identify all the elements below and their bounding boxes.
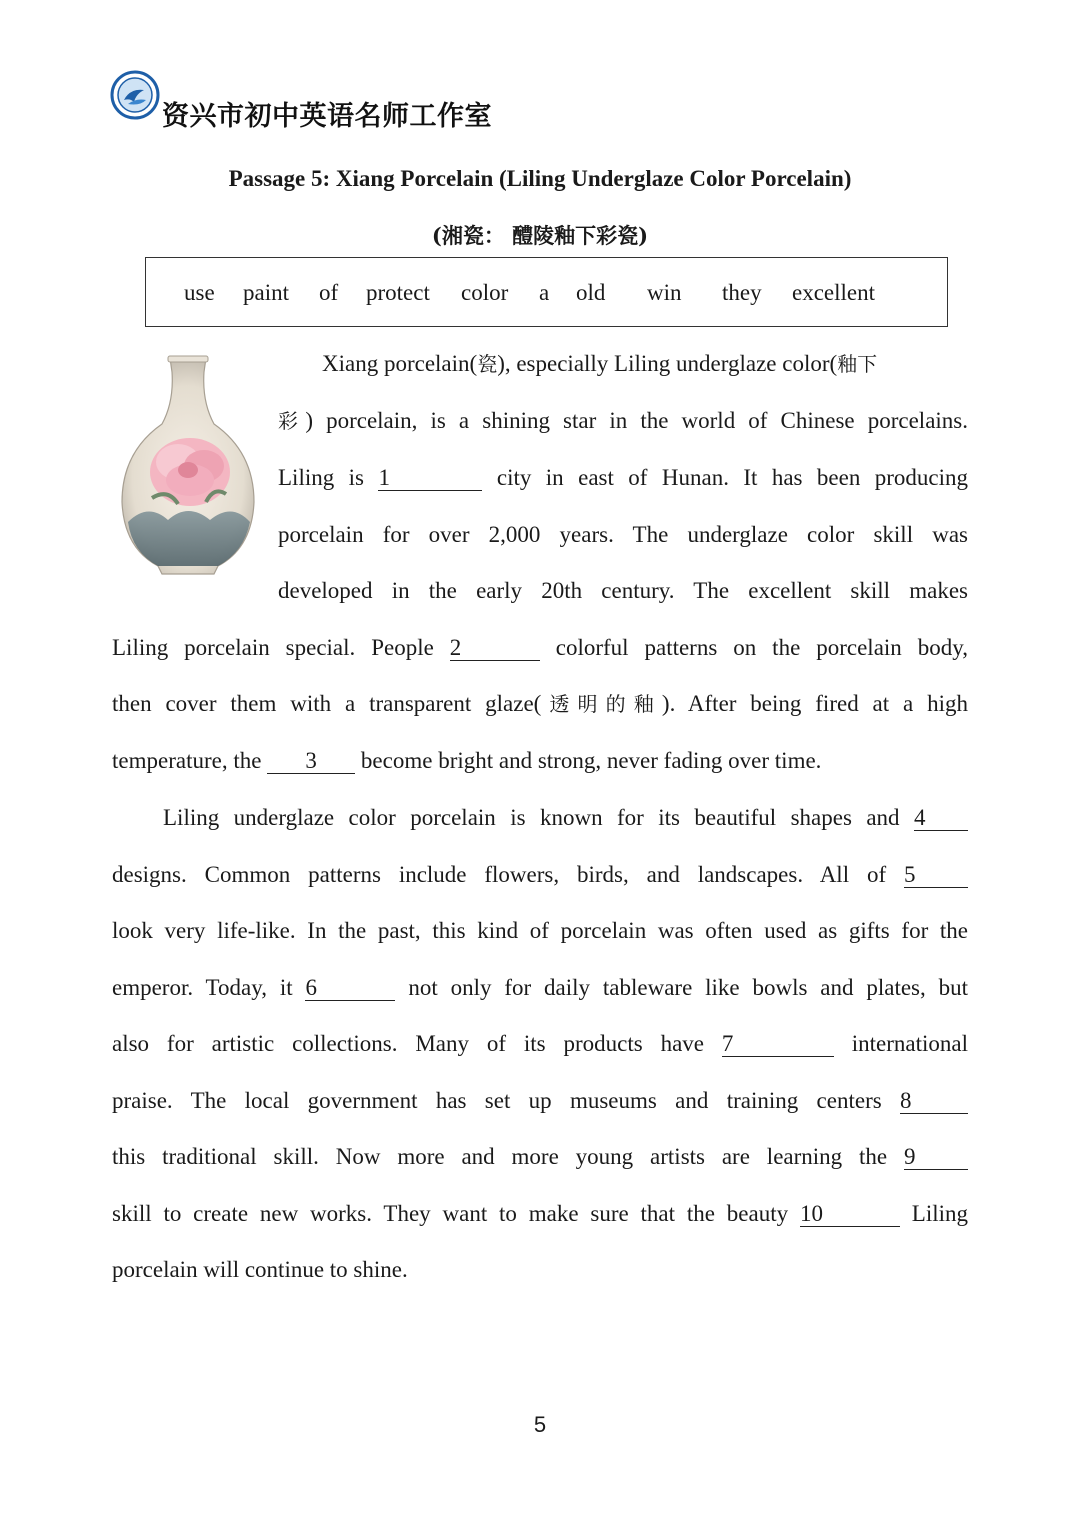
word-bank-item: win <box>647 280 682 305</box>
blank-6[interactable]: 6 <box>305 976 395 1001</box>
blank-4[interactable]: 4 <box>914 806 968 831</box>
passage-line: porcelain for over 2,000 years. The underglaze color skill was <box>278 522 968 547</box>
text-run: ), especially Liling underglaze color( <box>497 351 838 376</box>
page-number: 5 <box>533 1412 547 1437</box>
passage-line <box>112 690 968 718</box>
passage-line: look very life-like. In the past, this kind of porcelain was often used as gifts for the <box>112 918 968 943</box>
passage-line <box>322 350 877 378</box>
chinese-gloss: 彩 <box>278 409 306 433</box>
studio-logo-icon <box>110 70 160 120</box>
word-bank-item: paint <box>243 280 289 305</box>
passage-line <box>112 1200 968 1228</box>
blank-1[interactable]: 1 <box>378 466 482 491</box>
word-bank-item: color <box>461 280 509 305</box>
text-run: temperature, the <box>112 748 262 773</box>
word-bank-item: old <box>576 280 606 305</box>
text-run: also for artistic collections. Many of its products have <box>112 1031 704 1056</box>
blank-7[interactable]: 7 <box>722 1032 834 1057</box>
blank-5[interactable]: 5 <box>904 863 968 888</box>
passage-line: porcelain will continue to shine. <box>112 1257 408 1282</box>
blank-2[interactable]: 2 <box>450 636 540 661</box>
word-bank-item: they <box>722 280 762 305</box>
passage-line <box>163 804 968 832</box>
text-run: praise. The local government has set up museums and training centers <box>112 1088 882 1113</box>
passage-line: developed in the early 20th century. The excellent skill makes <box>278 578 968 603</box>
blank-3[interactable]: 3 <box>267 749 355 774</box>
passage-subtitle: (湘瓷： 醴陵釉下彩瓷) <box>431 223 649 248</box>
text-run: ). After being fired at a high <box>661 691 968 716</box>
text-run: not only for daily tableware like bowls and plates, but <box>408 975 969 1000</box>
text-run: Liling <box>911 1201 969 1226</box>
text-run: international <box>851 1031 968 1056</box>
word-bank-item: of <box>319 280 339 305</box>
page-header <box>110 70 610 130</box>
passage-title: Passage 5: Xiang Porcelain (Liling Underglaze Color Porcelain) <box>228 166 852 191</box>
passage-line <box>112 634 968 662</box>
chinese-gloss: 瓷 <box>477 352 498 376</box>
passage-line <box>278 407 968 435</box>
passage-line <box>112 1143 968 1171</box>
blank-9[interactable]: 9 <box>904 1145 968 1170</box>
porcelain-vase-image <box>118 352 258 578</box>
passage-line <box>278 464 968 492</box>
text-run: skill to create new works. They want to make sure that the beauty <box>112 1201 789 1226</box>
word-bank-item: a <box>539 280 550 305</box>
passage-line <box>112 861 968 889</box>
blank-10[interactable]: 10 <box>800 1202 900 1227</box>
text-run: Liling underglaze color porcelain is known for its beautiful shapes and <box>163 805 900 830</box>
text-run: colorful patterns on the porcelain body, <box>555 635 968 660</box>
word-bank-item: protect <box>366 280 430 305</box>
text-run: Liling porcelain special. People <box>112 635 434 660</box>
studio-name: 资兴市初中英语名师工作室 <box>162 101 492 132</box>
passage-line <box>112 1030 968 1058</box>
text-run: become bright and strong, never fading over time. <box>360 748 822 773</box>
chinese-gloss: 透明的釉 <box>541 692 662 716</box>
text-run: Liling is <box>278 465 364 490</box>
passage-line <box>112 974 968 1002</box>
text-run: this traditional skill. Now more and more young artists are learning the <box>112 1144 888 1169</box>
text-run: city in east of Hunan. It has been producing <box>496 465 969 490</box>
text-run: then cover them with a transparent glaze( <box>112 691 542 716</box>
word-bank-item: use <box>184 280 215 305</box>
passage-line <box>112 747 821 775</box>
text-run: emperor. Today, it <box>112 975 293 1000</box>
text-run: designs. Common patterns include flowers, birds, and landscapes. All of <box>112 862 887 887</box>
text-run: Xiang porcelain( <box>322 351 478 376</box>
blank-8[interactable]: 8 <box>900 1089 968 1114</box>
chinese-gloss: 釉下 <box>837 352 878 376</box>
passage-line <box>112 1087 968 1115</box>
word-bank-item: excellent <box>792 280 876 305</box>
text-run: ) porcelain, is a shining star in the world of Chinese porcelains. <box>305 408 968 433</box>
